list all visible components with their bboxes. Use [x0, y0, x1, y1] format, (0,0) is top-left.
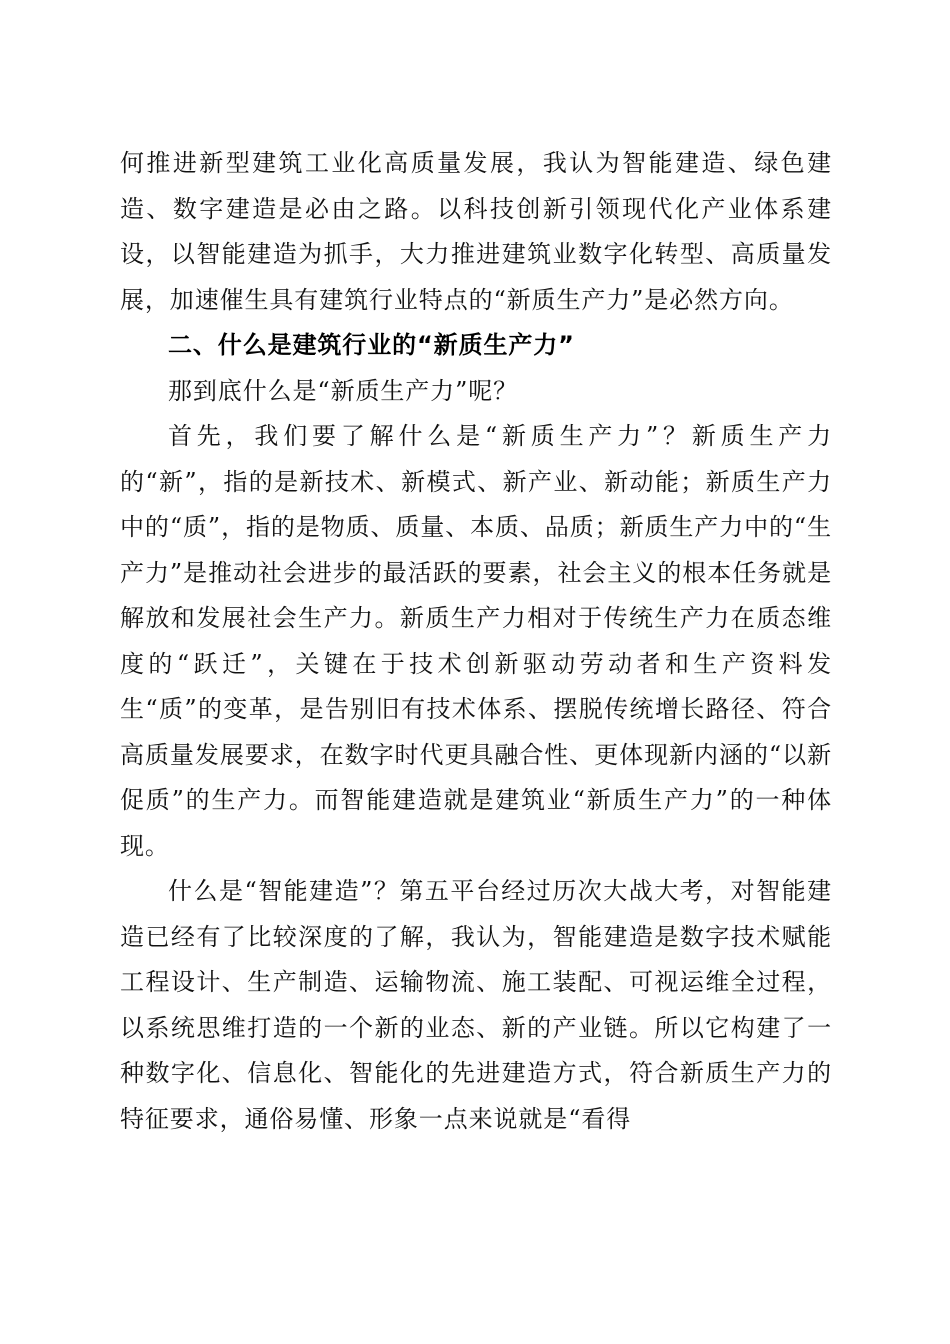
document-body — [120, 141, 832, 1142]
section-heading: 二、什么是建筑行业的“新质生产力” — [168, 331, 575, 359]
paragraph-intelligent-construction: 什么是“智能建造”？第五平台经过历次大战大考，对智能建造已经有了比较深度的了解，我认为，智能建造是数字技术赋能工程设计、生产制造、运输物流、施工装配、可视运维全过程，以系统思维打造的一个新的业态、新的产业链。所以它构建了一种数字化、信息化、智能化的先进建造方式，符合新质生产力的特征要求，通俗易懂、形象一点来说就是“看得 — [120, 877, 832, 1133]
paragraph-continuation: 何推进新型建筑工业化高质量发展，我认为智能建造、绿色建造、数字建造是必由之路。以科技创新引领现代化产业体系建设，以智能建造为抓手，大力推进建筑业数字化转型、高质量发展，加速催生具有建筑行业特点的“新质生产力”是必然方向。 — [120, 149, 832, 314]
paragraph-question: 那到底什么是“新质生产力”呢？ — [168, 376, 519, 405]
paragraph-new-productivity-definition: 首先，我们要了解什么是“新质生产力”？新质生产力的“新”，指的是新技术、新模式、新产业、新动能；新质生产力中的“质”，指的是物质、质量、本质、品质；新质生产力中的“生产力”是推动社会进步的最活跃的要素，社会主义的根本任务就是解放和发展社会生产力。新质生产力相对于传统生产力在质态维度的“跃迁”，关键在于技术创新驱动劳动者和生产资料发生“质”的变革，是告别旧有技术体系、摆脱传统增长路径、符合高质量发展要求，在数字时代更具融合性、更体现新内涵的“以新促质”的生产力。而智能建造就是建筑业“新质生产力”的一种体现。 — [120, 422, 832, 860]
